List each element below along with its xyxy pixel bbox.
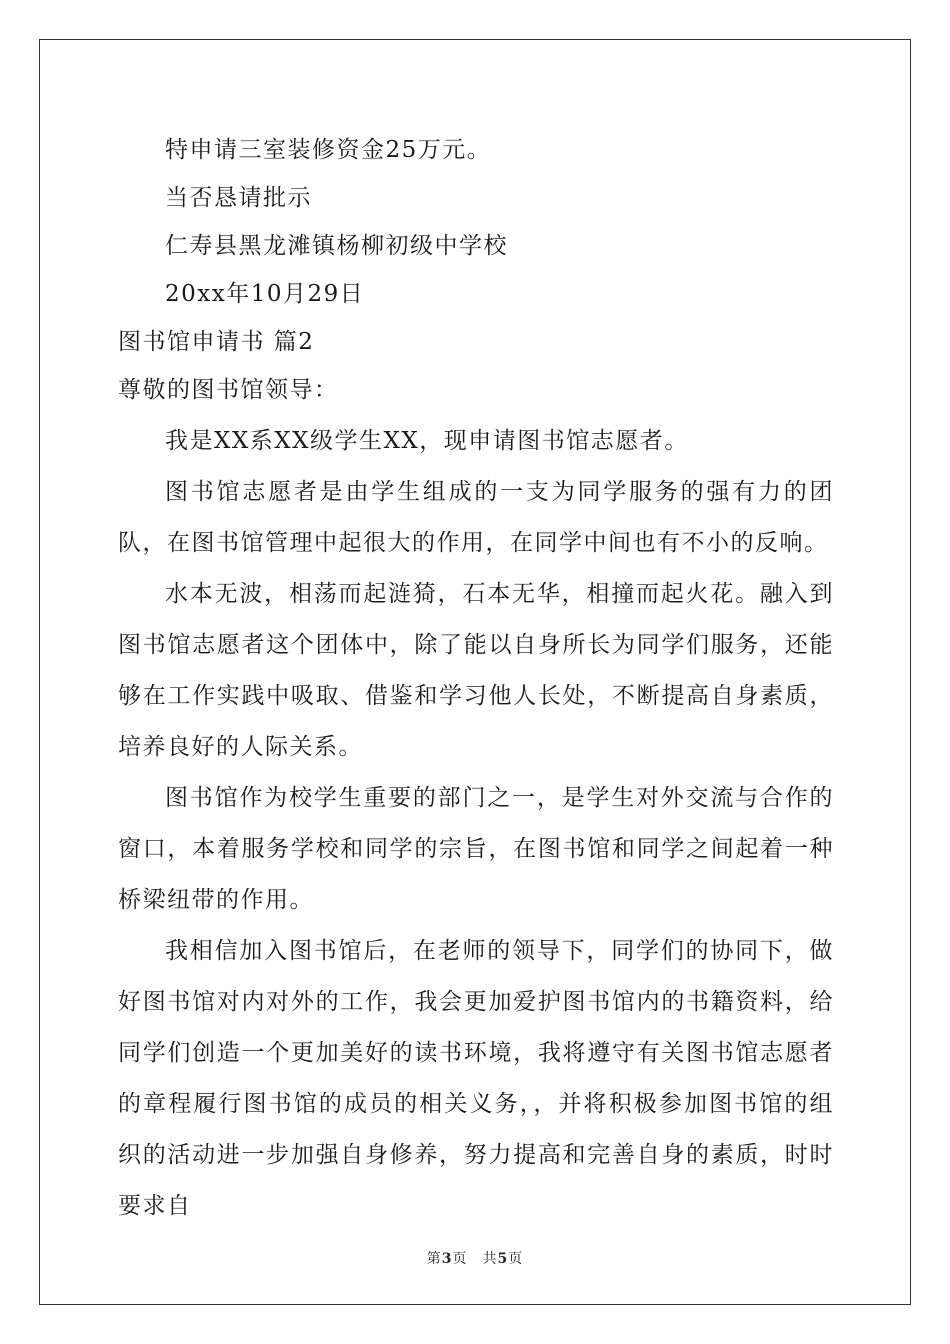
paragraph: 我是XX系XX级学生XX，现申请图书馆志愿者。 (165, 428, 689, 454)
paragraph: 图书馆作为校学生重要的部门之一，是学生对外交流与合作的窗口，本着服务学校和同学的宗旨，在图书馆和同学之间起着一种桥梁纽带的作用。 (118, 785, 834, 913)
total-pages-number: 5 (497, 1251, 509, 1267)
page-suffix: 页 (508, 1251, 524, 1267)
paragraph: 图书馆志愿者是由学生组成的一支为同学服务的强有力的团队，在图书馆管理中起很大的作用，在同学中间也有不小的反响。 (118, 479, 834, 556)
current-page-number: 3 (441, 1251, 453, 1267)
section-title: 图书馆申请书 篇2 (118, 329, 315, 355)
page-mid: 页 共 (452, 1251, 498, 1267)
approval-request-line: 当否恳请批示 (165, 185, 312, 211)
document-body (118, 126, 834, 1232)
paragraph: 我相信加入图书馆后，在老师的领导下，同学们的协同下，做好图书馆对内对外的工作，我会更加爱护图书馆内的书籍资料，给同学们创造一个更加美好的读书环境，我将遵守有关图书馆志愿者的章程履行图书馆的成员的相关义务，，并将积极参加图书馆的组织的活动进一步加强自身修养，努力提高和完善自身的素质，时时要求自 (118, 938, 834, 1219)
date-line: 20xx年10月29日 (165, 281, 365, 307)
paragraph: 水本无波，相荡而起涟猗，石本无华，相撞而起火花。融入到图书馆志愿者这个团体中，除了能以自身所长为同学们服务，还能够在工作实践中吸取、借鉴和学习他人长处，不断提高自身素质，培养良好的人际关系。 (118, 581, 834, 760)
page-footer (0, 1248, 950, 1268)
salutation: 尊敬的图书馆领导： (118, 377, 339, 403)
funding-request-line: 特申请三室装修资金25万元。 (165, 137, 492, 163)
page-prefix: 第 (426, 1251, 442, 1267)
school-name-line: 仁寿县黑龙滩镇杨柳初级中学校 (165, 233, 508, 259)
